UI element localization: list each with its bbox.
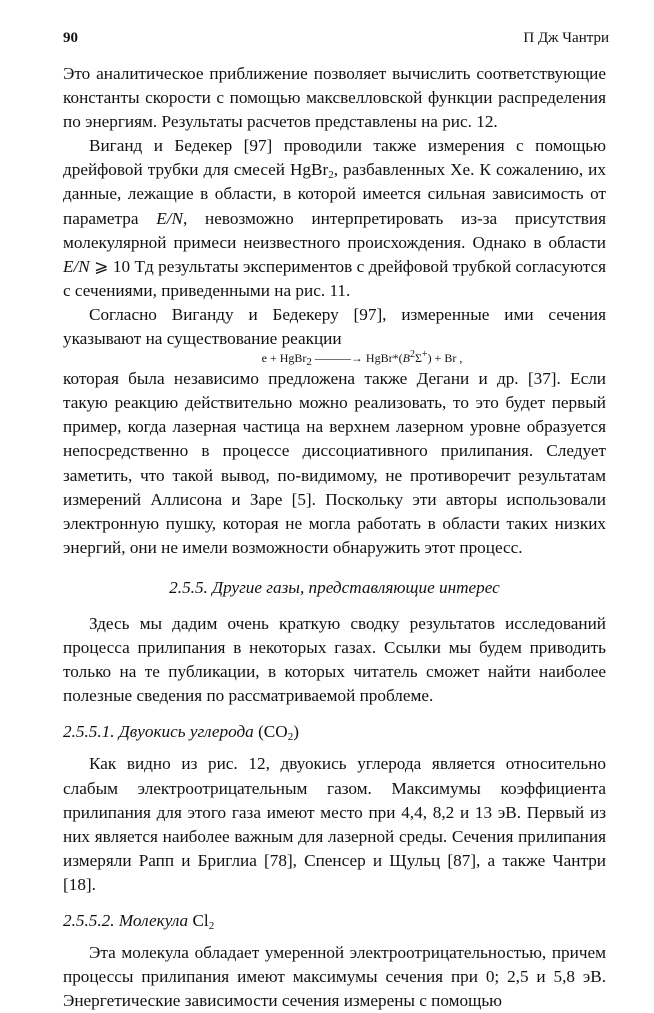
subsection-heading: 2.5.5.1. Двуокись углерода $(CO_2)$ [63, 722, 299, 744]
section-heading: 2.5.5. Другие газы, представляющие интерес [169, 577, 500, 597]
paragraph: Здесь мы дадим очень краткую сводку результатов исследований процесса прилипания в некоторых газах. Ссылки мы будем приводить только на те публикации, в которых читатель сможет найти наиболее полезные сведения по рассматриваемой проблеме. [63, 613, 606, 706]
reaction-equation: e + HgBr$_2$ ———→ $HgBr*(B^2\Sigma^+) + Br$ , [261, 349, 463, 369]
paragraph: Эта молекула обладает умеренной электроотрицательностью, причем процессы прилипания имеют максимумы сечения при 0; 2,5 и 5,8 эВ. Энергетические зависимости сечения измерены с помощью [63, 943, 606, 1011]
subsection-heading: 2.5.5.2. Молекула $Cl_2$ [63, 911, 215, 932]
paragraph-text: , невозможно интерпретировать из-за присутствия молекулярной примеси неизвестного происхождения. Однако в области [63, 208, 606, 252]
paragraph [63, 134, 606, 303]
paragraph-text: Виганд и Бедекер [97] проводили также измерения с помощью дрейфовой трубки для смесей HgBr [63, 136, 606, 180]
paragraph: Это аналитическое приближение позволяет вычислить соответствующие константы скорости с помощью максвелловской функции распределения по энергиям. Результаты расчетов представлены на рис. 12. [63, 64, 606, 132]
parameter-en: E/N [63, 256, 90, 276]
subscript: 2 [328, 169, 334, 182]
parameter-en: E/N [156, 208, 183, 228]
paragraph-text: ⩾ 10 Тд результаты экспериментов с дрейфовой трубкой согласуются с сечениями, приведенными на рис. 11. [63, 256, 606, 300]
paragraph: Согласно Виганду и Бедекеру [97], измеренные ими сечения указывают на существование реакции [63, 304, 606, 349]
paragraph: которая была независимо предложена также Дегани и др. [37]. Если такую реакцию действительно можно реализовать, то это будет первый пример, когда лазерная частица на верхнем лазерном уровне образуется непосредственно в процессе диссоциативного прилипания. Следует заметить, что такой вывод, по-видимому, не противоречит результатам измерений Аллисона и Заре [5]. Поскольку эти авторы использовали электронную пушку, которая не могла работать в области таких низких энергий, они не имели возможности обнаружить этот процесс. [63, 369, 606, 557]
running-head: П Дж Чантри [523, 30, 609, 46]
paragraph: Как видно из рис. 12, двуокись углерода является относительно слабым электроотрицательным газом. Максимумы коэффициента прилипания для этого газа имеют место при 4,4, 8,2 и 13 эВ. Первый из них является наиболее важным для лазерной среды. Сечения прилипания измеряли Рапп и Бриглиа [78], Спенсер и Щульц [87], а также Чантри [18]. [63, 754, 606, 894]
page-header [63, 30, 609, 52]
page-number: 90 [63, 30, 78, 46]
paragraph-text: , разбавленных Xe. К сожалению, их данные, лежащие в области, в которой имеется сильная зависимость от параметра [63, 160, 606, 228]
body-text [63, 62, 606, 1013]
